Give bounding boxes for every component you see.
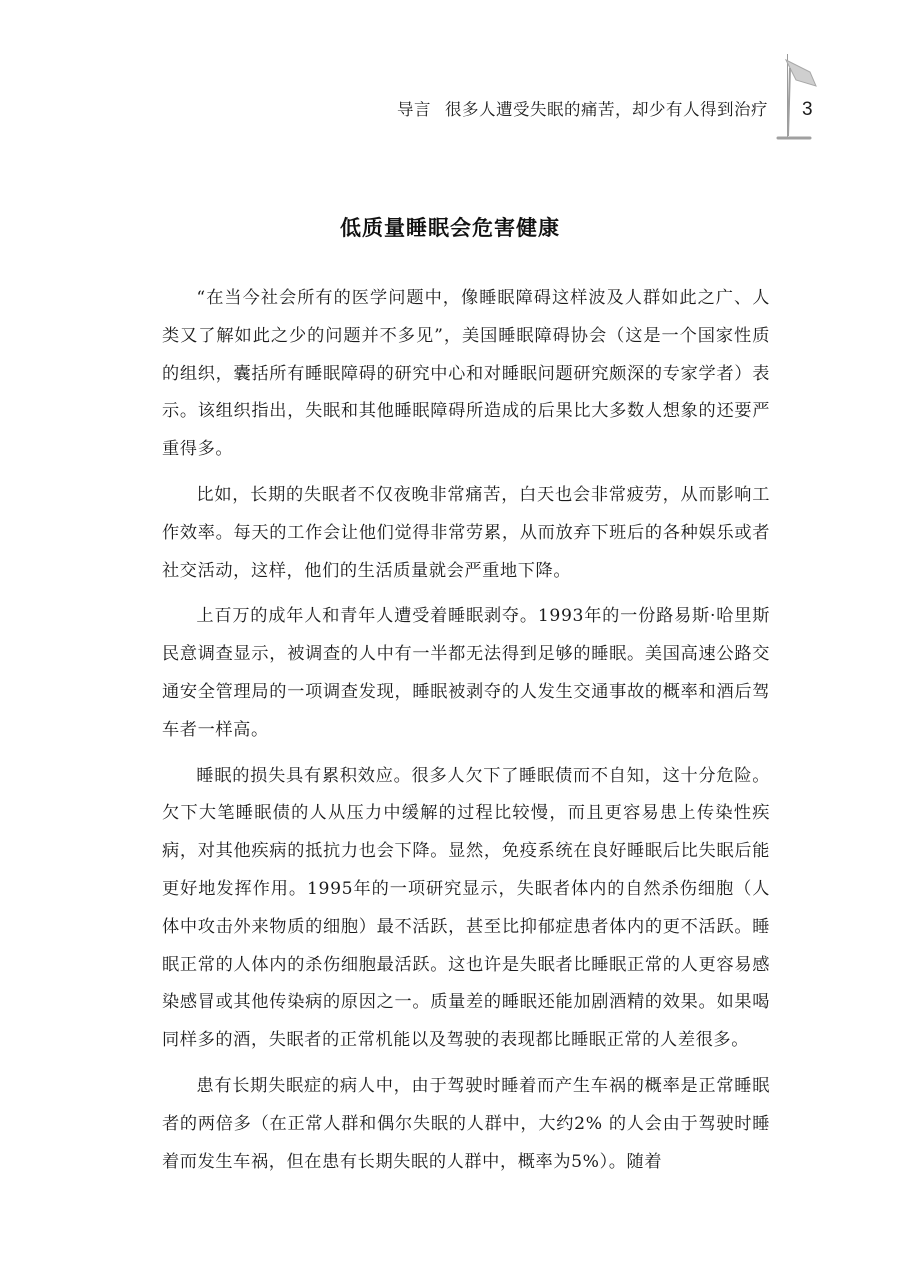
body-text [162, 280, 770, 1189]
paragraph: 上百万的成年人和青年人遭受着睡眠剥夺。1993年的一份路易斯·哈里斯民意调查显示，被调查的人中有一半都无法得到足够的睡眠。美国高速公路交通安全管理局的一项调查发现，睡眠被剥夺的人发生交通事故的概率和酒后驾车者一样高。 [162, 606, 770, 740]
paragraph: “在当今社会所有的医学问题中，像睡眠障碍这样波及人群如此之广、人类又了解如此之少的问题并不多见”，美国睡眠障碍协会（这是一个国家性质的组织，囊括所有睡眠障碍的研究中心和对睡眠问题研究颇深的专家学者）表示。该组织指出，失眠和其他睡眠障碍所造成的后果比大多数人想象的还要严重得多。 [162, 288, 770, 460]
header-section-label: 导言 [397, 100, 431, 119]
running-header [0, 96, 900, 126]
header-title [397, 96, 768, 124]
page-number: 3 [802, 99, 813, 120]
lamp-icon [776, 52, 820, 142]
paragraph: 睡眠的损失具有累积效应。很多人欠下了睡眠债而不自知，这十分危险。欠下大笔睡眠债的人从压力中缓解的过程比较慢，而且更容易患上传染性疾病，对其他疾病的抵抗力也会下降。显然，免疫系统在良好睡眠后比失眠后能更好地发挥作用。1995年的一项研究显示，失眠者体内的自然杀伤细胞（人体中攻击外来物质的细胞）最不活跃，甚至比抑郁症患者体内的更不活跃。睡眠正常的人体内的杀伤细胞最活跃。这也许是失眠者比睡眠正常的人更容易感染感冒或其他传染病的原因之一。质量差的睡眠还能加剧酒精的效果。如果喝同样多的酒，失眠者的正常机能以及驾驶的表现都比睡眠正常的人差很多。 [162, 765, 770, 1051]
section-title: 低质量睡眠会危害健康 [340, 216, 560, 240]
header-chapter-title: 很多人遭受失眠的痛苦，却少有人得到治疗 [445, 100, 768, 119]
paragraph: 患有长期失眠症的病人中，由于驾驶时睡着而产生车祸的概率是正常睡眠者的两倍多（在正常人群和偶尔失眠的人群中，大约2% 的人会由于驾驶时睡着而发生车祸，但在患有长期失眠的人群中，概率为5%）。随着 [162, 1075, 770, 1172]
paragraph: 比如，长期的失眠者不仅夜晚非常痛苦，白天也会非常疲劳，从而影响工作效率。每天的工作会让他们觉得非常劳累，从而放弃下班后的各种娱乐或者社交活动，这样，他们的生活质量就会严重地下降。 [162, 484, 770, 581]
